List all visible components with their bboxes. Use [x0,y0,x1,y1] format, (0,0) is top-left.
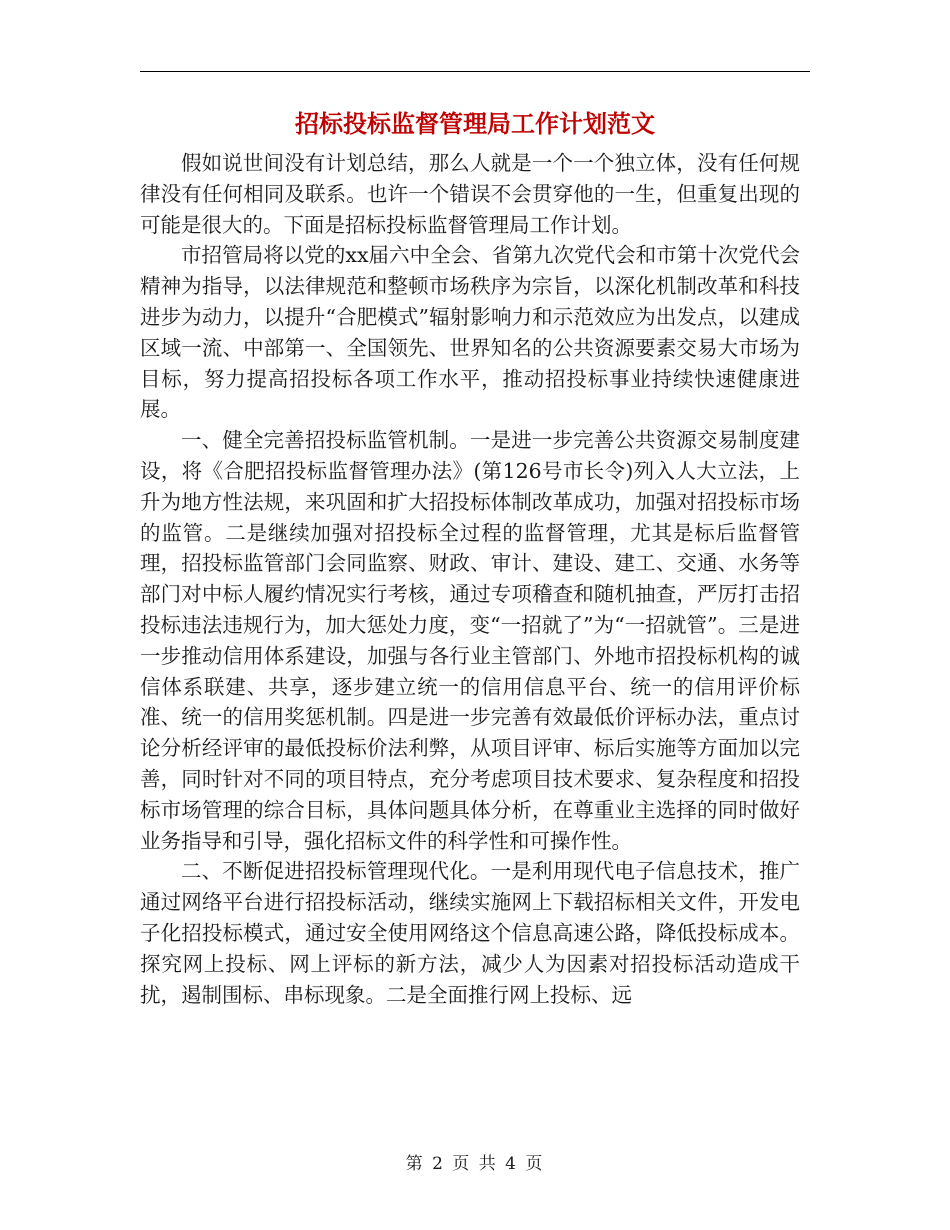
header-rule [140,71,810,72]
paragraph-section-two: 二、不断促进招投标管理现代化。一是利用现代电子信息技术，推广通过网络平台进行招投标活动，继续实施网上下载招标相关文件，开发电子化招投标模式，通过安全使用网络这个信息高速公路，降低投标成本。探究网上投标、网上评标的新方法，减少人为因素对招投标活动造成干扰，遏制围标、串标现象。二是全面推行网上投标、远 [140,859,800,1007]
document-body [140,148,800,1010]
paragraph-guiding-principle: 市招管局将以党的xx届六中全会、省第九次党代会和市第十次党代会精神为指导，以法律规范和整顿市场秩序为宗旨，以深化机制改革和科技进步为动力，以提升“合肥模式”辐射影响力和示范效应为出发点，以建成区域一流、中部第一、全国领先、世界知名的公共资源要素交易大市场为目标，努力提高招投标各项工作水平，推动招投标事业持续快速健康进展。 [140,243,800,422]
page-footer: 第 2 页 共 4 页 [405,1154,545,1174]
paragraph-section-one: 一、健全完善招投标监管机制。一是进一步完善公共资源交易制度建设，将《合肥招投标监督管理办法》(第126号市长令)列入人大立法，上升为地方性法规，来巩固和扩大招投标体制改革成功，加强对招投标市场的监管。二是继续加强对招投标全过程的监督管理，尤其是标后监督管理，招投标监管部门会同监察、财政、审计、建设、建工、交通、水务等部门对中标人履约情况实行考核，通过专项稽查和随机抽查，严厉打击招投标违法违规行为，加大惩处力度，变“一招就了”为“一招就管”。三是进一步推动信用体系建设，加强与各行业主管部门、外地市招投标机构的诚信体系联建、共享，逐步建立统一的信用信息平台、统一的信用评价标准、统一的信用奖惩机制。四是进一步完善有效最低价评标办法，重点讨论分析经评审的最低投标价法利弊，从项目评审、标后实施等方面加以完善，同时针对不同的项目特点，充分考虑项目技术要求、复杂程度和招投标市场管理的综合目标，具体问题具体分析，在尊重业主选择的同时做好业务指导和引导，强化招标文件的科学性和可操作性。 [140,428,800,853]
paragraph-intro: 假如说世间没有计划总结，那么人就是一个一个独立体，没有任何规律没有任何相同及联系。也许一个错误不会贯穿他的一生，但重复出现的可能是很大的。下面是招标投标监督管理局工作计划。 [140,151,800,237]
document-title: 招标投标监督管理局工作计划范文 [295,109,655,138]
